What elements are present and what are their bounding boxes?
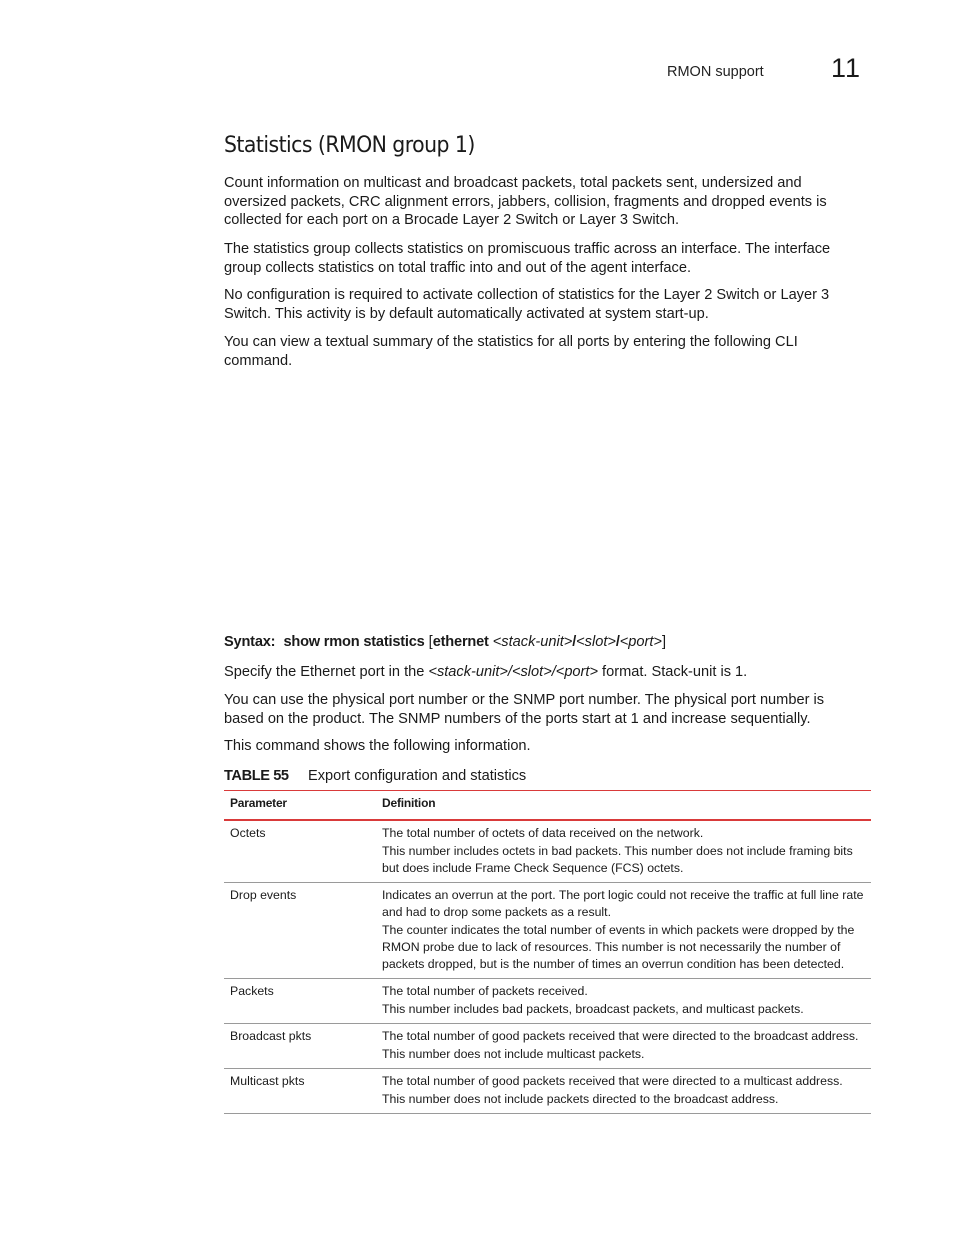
table-cell-definition xyxy=(376,1024,871,1069)
table-cell-definition xyxy=(376,1069,871,1114)
definition-line: This number includes octets in bad packets. This number does not include framing bits but does include Frame Check Sequence (FCS) octets. xyxy=(382,844,853,875)
specify-before: Specify the Ethernet port in the xyxy=(224,664,429,680)
definition-line: The total number of octets of data received on the network. xyxy=(382,826,704,840)
table-cell-parameter: Packets xyxy=(224,979,376,1024)
chapter-number: 11 xyxy=(831,53,862,83)
table-row xyxy=(224,979,871,1024)
table-caption-text: Export configuration and statistics xyxy=(308,768,527,784)
table-cell-parameter: Drop events xyxy=(224,883,376,979)
paragraph-3: No configuration is required to activate collection of statistics for the Layer 2 Switch or Layer 3 Switch. This activity is by default automatically activated at system start-up. xyxy=(224,287,830,322)
table-number: TABLE 55 xyxy=(224,768,289,784)
syntax-arg-stack-unit: <stack-unit> xyxy=(492,634,573,650)
definition-line: The counter indicates the total number of events in which packets were dropped by the RMON probe due to lack of resources. This number is not necessarily the number of packets dropped, but is the number of times an overrun condition has been detected. xyxy=(382,923,855,971)
specify-format: <stack-unit>/<slot>/<port> xyxy=(428,664,598,680)
definition-line: Indicates an overrun at the port. The port logic could not receive the traffic at full line rate and had to drop some packets as a result. xyxy=(382,888,864,919)
table-row xyxy=(224,1069,871,1114)
definition-line: The total number of packets received. xyxy=(382,984,588,998)
definition-table xyxy=(224,790,871,1114)
definition-line: This number includes bad packets, broadcast packets, and multicast packets. xyxy=(382,1002,804,1016)
page-title: Statistics (RMON group 1) xyxy=(224,133,475,158)
syntax-label: Syntax: xyxy=(224,634,276,650)
table-row xyxy=(224,820,871,883)
table-cell-definition xyxy=(376,820,871,883)
table-caption xyxy=(224,768,526,784)
header-section-title: RMON support xyxy=(667,64,764,80)
table-header-parameter: Parameter xyxy=(224,791,376,821)
table-row xyxy=(224,883,871,979)
paragraph-2: The statistics group collects statistics on promiscuous traffic across an interface. The interface group collects statistics on total traffic into and out of the agent interface. xyxy=(224,241,831,276)
definition-line: The total number of good packets received that were directed to the broadcast address. xyxy=(382,1029,859,1043)
table-cell-definition xyxy=(376,979,871,1024)
table-cell-parameter: Broadcast pkts xyxy=(224,1024,376,1069)
specify-paragraph xyxy=(224,663,856,682)
table-header-definition: Definition xyxy=(376,791,871,821)
table-row xyxy=(224,1024,871,1069)
paragraph-1: Count information on multicast and broadcast packets, total packets sent, undersized and oversized packets, CRC alignment errors, jabbers, collision, fragments and dropped events is collected for each port on a Brocade Layer 2 Switch or Layer 3 Switch. xyxy=(224,175,827,229)
syntax-keyword: ethernet xyxy=(432,634,489,650)
syntax-line xyxy=(224,634,666,650)
syntax-arg-port: <port> xyxy=(619,634,662,650)
syntax-command: show rmon statistics xyxy=(283,634,425,650)
paragraph-5: You can use the physical port number or the SNMP port number. The physical port number is based on the product. The SNMP numbers of the ports start at 1 and increase sequentially. xyxy=(224,692,825,727)
syntax-close-bracket: ] xyxy=(661,634,667,650)
syntax-slash: / xyxy=(572,634,577,650)
paragraph-4: You can view a textual summary of the statistics for all ports by entering the following CLI command. xyxy=(224,334,798,369)
syntax-arg-slot: <slot> xyxy=(576,634,616,650)
table-header-row xyxy=(224,791,871,821)
specify-after: format. Stack-unit is 1. xyxy=(598,664,748,680)
table-cell-parameter: Multicast pkts xyxy=(224,1069,376,1114)
syntax-slash: / xyxy=(615,634,620,650)
table-cell-definition xyxy=(376,883,871,979)
syntax-open-bracket: [ xyxy=(428,634,433,650)
definition-line: The total number of good packets received that were directed to a multicast address. xyxy=(382,1074,843,1088)
definition-line: This number does not include packets directed to the broadcast address. xyxy=(382,1092,779,1106)
paragraph-6: This command shows the following information. xyxy=(224,738,531,754)
table-cell-parameter: Octets xyxy=(224,820,376,883)
definition-line: This number does not include multicast packets. xyxy=(382,1047,645,1061)
